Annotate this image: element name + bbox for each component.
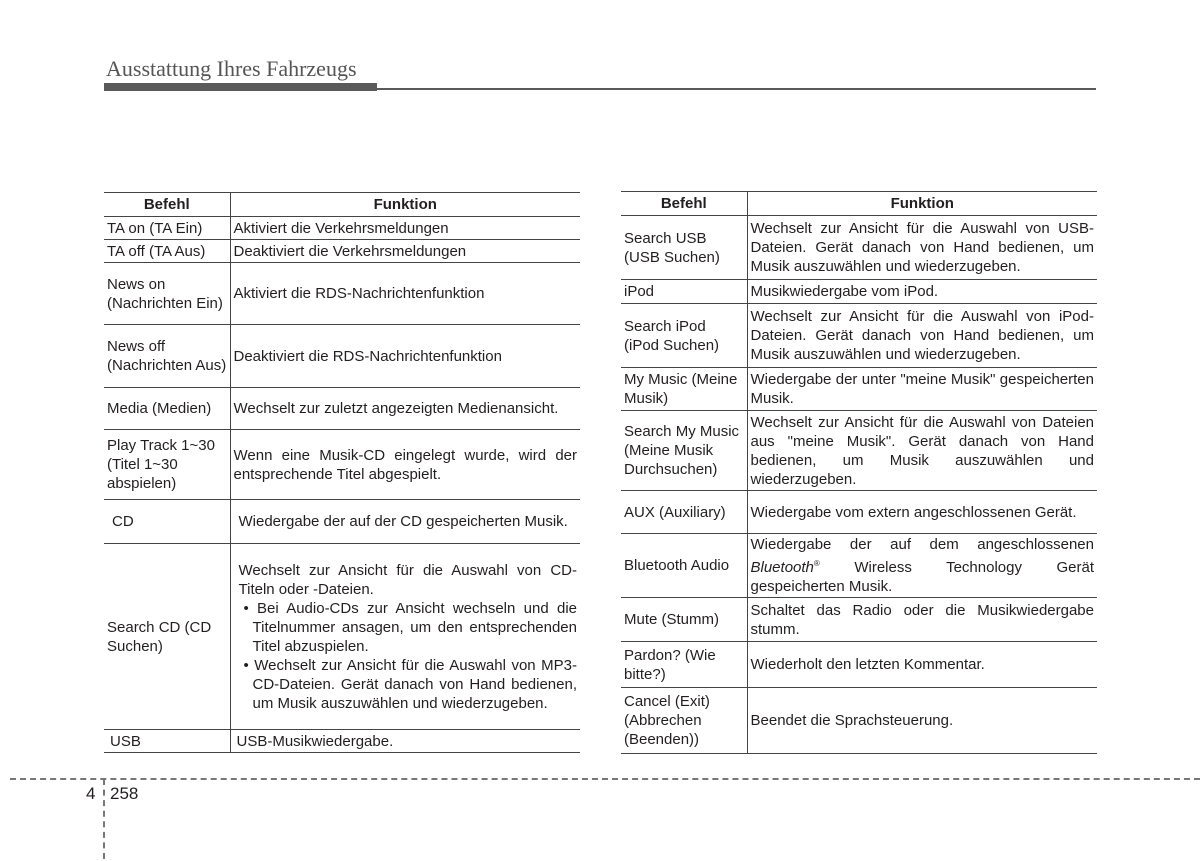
table-row	[621, 688, 1097, 754]
voice-commands-table-right	[621, 191, 1097, 754]
table-row	[621, 216, 1097, 280]
table-row	[621, 534, 1097, 598]
header-rule-thin	[377, 88, 1096, 90]
function-cell: USB-Musikwiedergabe.	[230, 730, 580, 753]
page-header-title: Ausstattung Ihres Fahrzeugs	[106, 56, 357, 81]
function-cell: Wechselt zur zuletzt angezeigten Medienansicht.	[230, 388, 580, 430]
command-cell: Cancel (Exit) (Abbrechen (Beenden))	[621, 688, 747, 754]
table-row	[104, 263, 580, 325]
function-bullet: • Bei Audio-CDs zur Ansicht wechseln und die Titelnummer ansagen, um den entsprechenden Titel abzuspielen.	[243, 599, 577, 655]
table-row	[621, 598, 1097, 642]
table-row	[104, 325, 580, 388]
command-cell: Search iPod (iPod Suchen)	[621, 304, 747, 368]
command-cell: My Music (Meine Musik)	[621, 368, 747, 411]
command-cell: News on (Nachrichten Ein)	[104, 263, 230, 325]
table-header-row	[104, 193, 580, 217]
function-cell	[747, 534, 1097, 598]
command-cell: AUX (Auxiliary)	[621, 491, 747, 534]
command-cell: TA on (TA Ein)	[104, 217, 230, 240]
header-rule-thick	[104, 83, 377, 91]
table-row	[104, 500, 580, 544]
function-cell: Musikwiedergabe vom iPod.	[747, 280, 1097, 304]
function-cell: Beendet die Sprachsteuerung.	[747, 688, 1097, 754]
column-header-function: Funktion	[230, 193, 580, 217]
command-cell: Media (Medien)	[104, 388, 230, 430]
command-cell: iPod	[621, 280, 747, 304]
command-cell: CD	[104, 500, 230, 544]
function-cell: Wenn eine Musik-CD eingelegt wurde, wird der entsprechende Titel abgespielt.	[230, 430, 580, 500]
column-header-command: Befehl	[104, 193, 230, 217]
command-cell: Play Track 1~30 (Titel 1~30 abspielen)	[104, 430, 230, 500]
command-cell: Mute (Stumm)	[621, 598, 747, 642]
table-row	[621, 304, 1097, 368]
function-cell: Wechselt zur Ansicht für die Auswahl von Dateien aus "meine Musik". Gerät danach von Hand bedienen, um Musik auszuwählen und wiederzugeben.	[747, 411, 1097, 491]
command-cell: Bluetooth Audio	[621, 534, 747, 598]
function-text-prefix: Wiedergabe der auf dem angeschlossenen	[750, 536, 1094, 553]
function-bullet: • Wechselt zur Ansicht für die Auswahl von MP3-CD-Dateien. Gerät danach von Hand bedienen, um Musik auszuwählen und wiederzugeben.	[243, 656, 577, 712]
table-row	[621, 280, 1097, 304]
function-cell: Wechselt zur Ansicht für die Auswahl von USB-Dateien. Gerät danach von Hand bedienen, um Musik auszuwählen und wiederzugeben.	[747, 216, 1097, 280]
function-cell: Wiedergabe der auf der CD gespeicherten Musik.	[230, 500, 580, 544]
table-row	[621, 368, 1097, 411]
command-cell: USB	[104, 730, 230, 753]
command-cell: Search USB (USB Suchen)	[621, 216, 747, 280]
bluetooth-brand-text: Bluetooth	[750, 559, 814, 576]
function-cell: Aktiviert die Verkehrsmeldungen	[230, 217, 580, 240]
function-cell: Wiedergabe der unter "meine Musik" gespeicherten Musik.	[747, 368, 1097, 411]
command-cell: TA off (TA Aus)	[104, 240, 230, 263]
command-cell: Pardon? (Wie bitte?)	[621, 642, 747, 688]
voice-commands-table-left	[104, 192, 580, 753]
function-cell: Aktiviert die RDS-Nachrichtenfunktion	[230, 263, 580, 325]
table-row	[104, 544, 580, 730]
table-header-row	[621, 192, 1097, 216]
table-row	[621, 642, 1097, 688]
function-cell: Deaktiviert die RDS-Nachrichtenfunktion	[230, 325, 580, 388]
table-row	[104, 430, 580, 500]
table-row	[104, 730, 580, 753]
registered-mark: ®	[813, 559, 820, 568]
column-header-command: Befehl	[621, 192, 747, 216]
function-intro: Wechselt zur Ansicht für die Auswahl von CD-Titeln oder -Dateien.	[238, 561, 577, 598]
table-row	[104, 388, 580, 430]
column-header-function: Funktion	[747, 192, 1097, 216]
table-row	[104, 240, 580, 263]
page-number: 258	[110, 784, 139, 803]
function-cell: Wechselt zur Ansicht für die Auswahl von iPod-Dateien. Gerät danach von Hand bedienen, um Musik auszuwählen und wiederzugeben.	[747, 304, 1097, 368]
command-cell: Search My Music (Meine Musik Durchsuchen)	[621, 411, 747, 491]
table-row	[104, 217, 580, 240]
command-cell: Search CD (CD Suchen)	[104, 544, 230, 730]
function-cell: Wiedergabe vom extern angeschlossenen Gerät.	[747, 491, 1097, 534]
function-cell: Wiederholt den letzten Kommentar.	[747, 642, 1097, 688]
function-cell: Deaktiviert die Verkehrsmeldungen	[230, 240, 580, 263]
footer-dashed-divider	[103, 779, 105, 859]
chapter-number: 4	[86, 784, 96, 803]
table-row	[621, 491, 1097, 534]
command-cell: News off (Nachrichten Aus)	[104, 325, 230, 388]
function-cell: Schaltet das Radio oder die Musikwiedergabe stumm.	[747, 598, 1097, 642]
footer-dashed-rule	[10, 778, 1200, 780]
function-text-suffix: Wireless Technology Gerät gespeicherten Musik.	[750, 559, 1095, 595]
function-cell	[230, 544, 580, 730]
table-row	[621, 411, 1097, 491]
